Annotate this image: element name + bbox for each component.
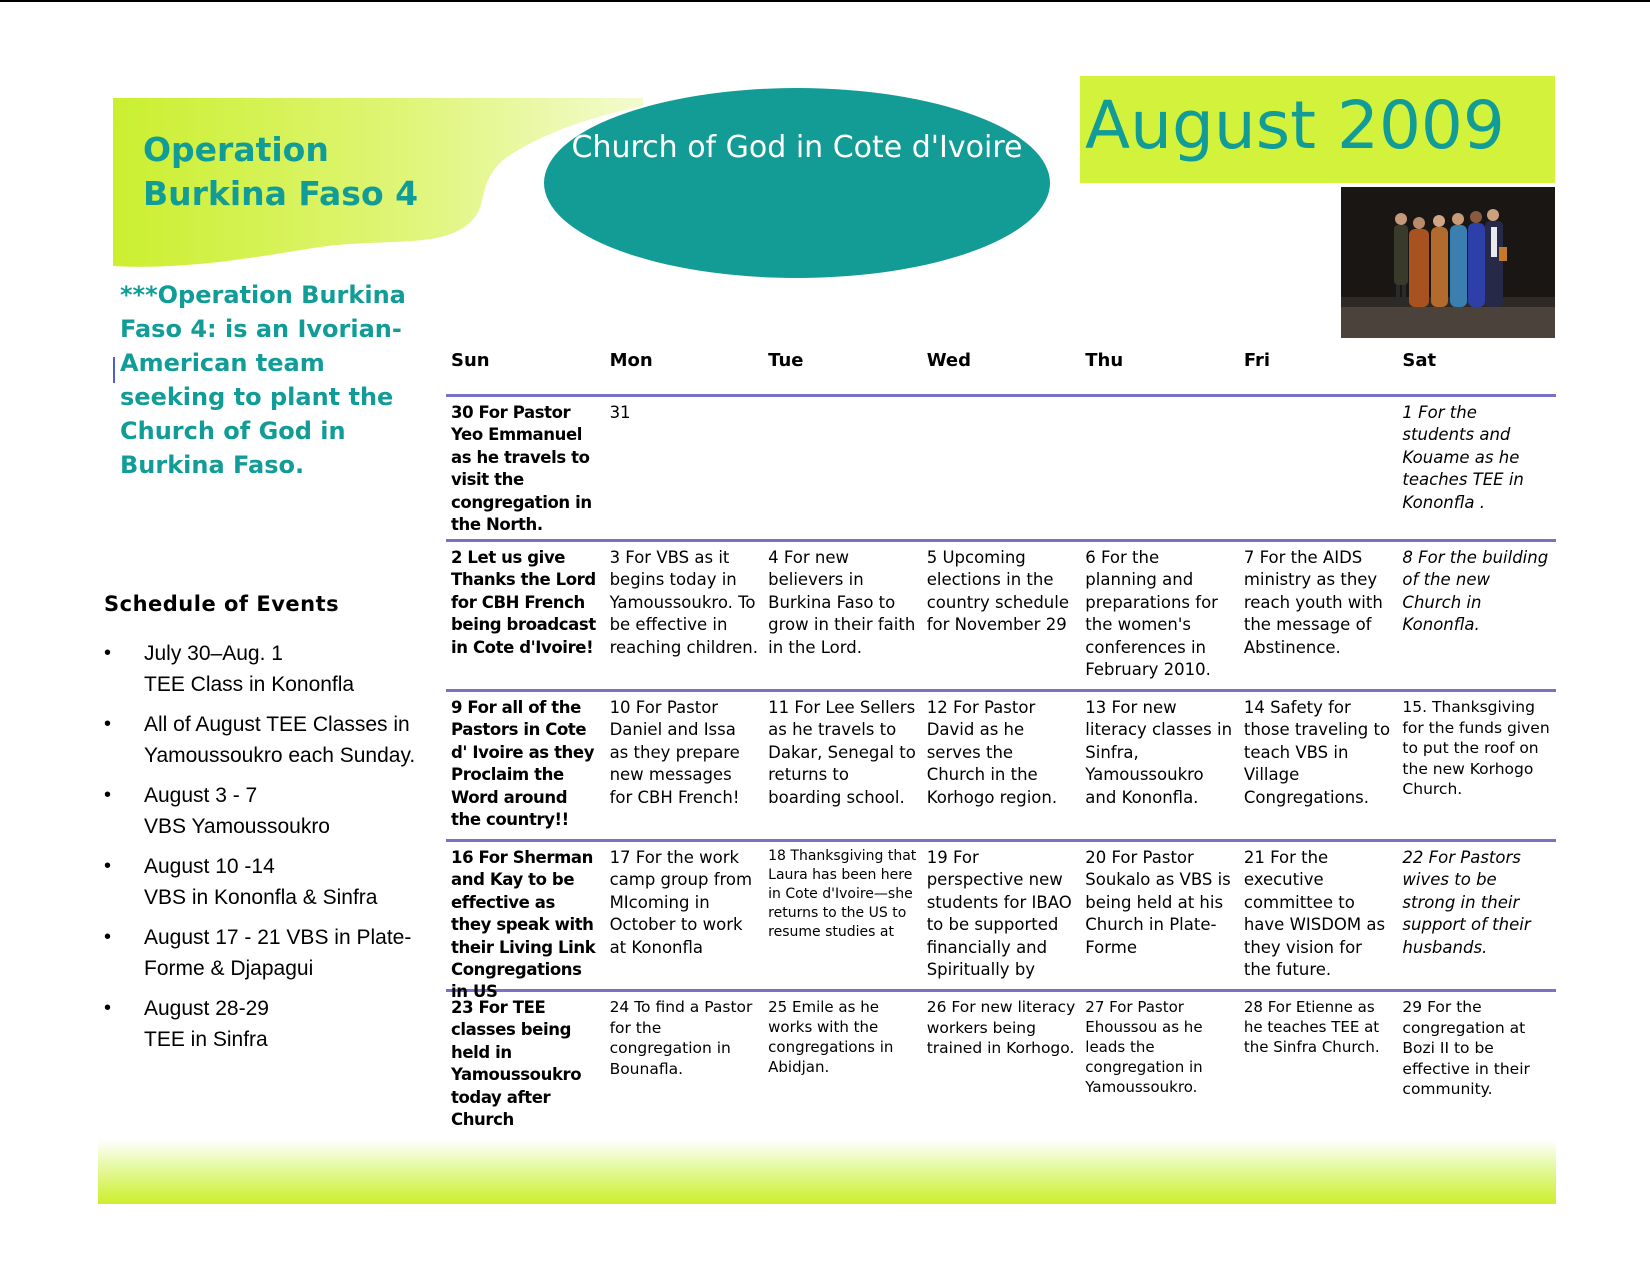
schedule-item	[104, 922, 424, 984]
church-name: Church of God in Cote d'Ivoire	[571, 130, 1023, 165]
calendar-cell: 17 For the work camp group from MIcoming in October to work at Kononfla	[609, 848, 753, 957]
day-name-sat: Sat	[1402, 350, 1437, 371]
bullet-icon: •	[104, 926, 112, 948]
schedule-item	[104, 780, 424, 842]
day-name-wed: Wed	[926, 350, 972, 371]
calendar-cell: 27 For Pastor Ehoussou as he leads the congregation in Yamoussoukro.	[1085, 998, 1203, 1096]
calendar-cell: 16 For Sherman and Kay to be effective as they speak with their Living Link Congregations in US	[451, 848, 596, 1002]
calendar-week-row	[446, 692, 1556, 842]
calendar-cell	[922, 397, 1081, 539]
calendar-cell	[1239, 397, 1398, 539]
day-name-tue: Tue	[768, 350, 804, 371]
bullet-icon: •	[104, 997, 112, 1019]
calendar-week-row	[446, 842, 1556, 1002]
schedule-item-text: August 10 -14 VBS in Kononfla & Sinfra	[144, 855, 378, 909]
top-border-line	[0, 0, 1650, 2]
calendar-cell: 28 For Etienne as he teaches TEE at the Sinfra Church.	[1243, 998, 1380, 1056]
month-title: August 2009	[1085, 87, 1505, 164]
calendar-cell: 2 Let us give Thanks the Lord for CBH French being broadcast in Cote d'Ivoire!	[451, 548, 596, 657]
calendar-cell: 14 Safety for those traveling to teach VBS in Village Congregations.	[1243, 698, 1391, 807]
calendar-cell: 8 For the building of the new Church in Kononfla.	[1402, 548, 1549, 635]
calendar-cell	[763, 397, 922, 539]
calendar-cell: 23 For TEE classes being held in Yamoussoukro today after Church	[451, 998, 582, 1130]
calendar-cell: 31	[609, 403, 631, 422]
calendar-week-row	[446, 542, 1556, 692]
calendar-cell: 25 Emile as he works with the congregations in Abidjan.	[768, 998, 894, 1076]
day-name-fri: Fri	[1243, 350, 1271, 371]
schedule-item	[104, 709, 424, 771]
calendar-cell: 18 Thanksgiving that Laura has been here in Cote d'Ivoire—she returns to the US to resume studies at	[768, 848, 917, 940]
schedule-item-text: July 30–Aug. 1 TEE Class in Kononfla	[144, 642, 355, 696]
calendar-cell: 12 For Pastor David as he serves the Church in the Korhogo region.	[926, 698, 1058, 807]
schedule-list	[104, 638, 424, 1064]
calendar-header-row	[446, 340, 1556, 397]
team-photo	[1341, 187, 1555, 338]
calendar-cell: 30 For Pastor Yeo Emmanuel as he travels to visit the congregation in the North.	[451, 403, 592, 535]
schedule-item-text: All of August TEE Classes in Yamoussoukro each Sunday.	[144, 713, 416, 767]
schedule-item-text: August 3 - 7 VBS Yamoussoukro	[144, 784, 330, 838]
schedule-item-text: August 28-29 TEE in Sinfra	[144, 997, 269, 1051]
calendar-cell	[1080, 397, 1239, 539]
schedule-item-text: August 17 - 21 VBS in Plate-Forme & Djapagui	[144, 926, 412, 980]
calendar-week-row	[446, 992, 1556, 1130]
calendar-cell: 9 For all of the Pastors in Cote d' Ivoire as they Proclaim the Word around the country!!	[451, 698, 595, 830]
footer-lime-band	[98, 1140, 1556, 1204]
calendar-cell: 13 For new literacy classes in Sinfra, Yamoussoukro and Kononfla.	[1085, 698, 1233, 807]
bullet-icon: •	[104, 855, 112, 877]
schedule-item	[104, 638, 424, 700]
church-ellipse	[544, 88, 1050, 278]
calendar-cell: 26 For new literacy workers being trained in Korhogo.	[926, 998, 1076, 1057]
calendar-cell: 3 For VBS as it begins today in Yamoussoukro. To be effective in reaching children.	[609, 548, 758, 657]
calendar-cell: 1 For the students and Kouame as he teaches TEE in Kononfla .	[1402, 403, 1524, 512]
intro-paragraph: ***Operation Burkina Faso 4: is an Ivorian-American team seeking to plant the Church of God in Burkina Faso.	[120, 281, 406, 479]
calendar-cell: 29 For the congregation at Bozi II to be effective in their community.	[1402, 998, 1530, 1098]
calendar-cell: 7 For the AIDS ministry as they reach youth with the message of Abstinence.	[1243, 548, 1383, 657]
operation-title: Operation Burkina Faso 4	[143, 130, 419, 213]
calendar-cell: 5 Upcoming elections in the country schedule for November 29	[926, 548, 1069, 635]
day-name-thu: Thu	[1085, 350, 1124, 371]
day-name-mon: Mon	[609, 350, 653, 371]
calendar-cell: 21 For the executive committee to have WISDOM as they vision for the future.	[1243, 848, 1386, 980]
calendar-cell: 15. Thanksgiving for the funds given to put the roof on the new Korhogo Church.	[1402, 698, 1550, 798]
calendar-cell: 20 For Pastor Soukalo as VBS is being held at his Church in Plate-Forme	[1085, 848, 1231, 957]
bullet-icon: •	[104, 642, 112, 664]
schedule-item	[104, 851, 424, 913]
bullet-icon: •	[104, 713, 112, 735]
calendar-cell: 24 To find a Pastor for the congregation in Bounafla.	[609, 998, 753, 1078]
text-cursor	[113, 357, 115, 383]
calendar-cell: 6 For the planning and preparations for the women's conferences in February 2010.	[1085, 548, 1218, 680]
calendar-cell: 4 For new believers in Burkina Faso to grow in their faith in the Lord.	[768, 548, 916, 657]
bullet-icon: •	[104, 784, 112, 806]
calendar-cell: 19 For perspective new students for IBAO to be supported financially and Spiritually by	[926, 848, 1072, 980]
calendar-cell: 10 For Pastor Daniel and Issa as they prepare new messages for CBH French!	[609, 698, 740, 807]
schedule-item	[104, 993, 424, 1055]
day-name-sun: Sun	[451, 350, 490, 371]
schedule-title: Schedule of Events	[104, 592, 340, 616]
calendar-grid	[446, 340, 1556, 1130]
calendar-week-row	[446, 397, 1556, 542]
calendar-cell: 11 For Lee Sellers as he travels to Dakar, Senegal to returns to boarding school.	[768, 698, 916, 807]
calendar-cell: 22 For Pastors wives to be strong in their support of their husbands.	[1402, 848, 1531, 957]
